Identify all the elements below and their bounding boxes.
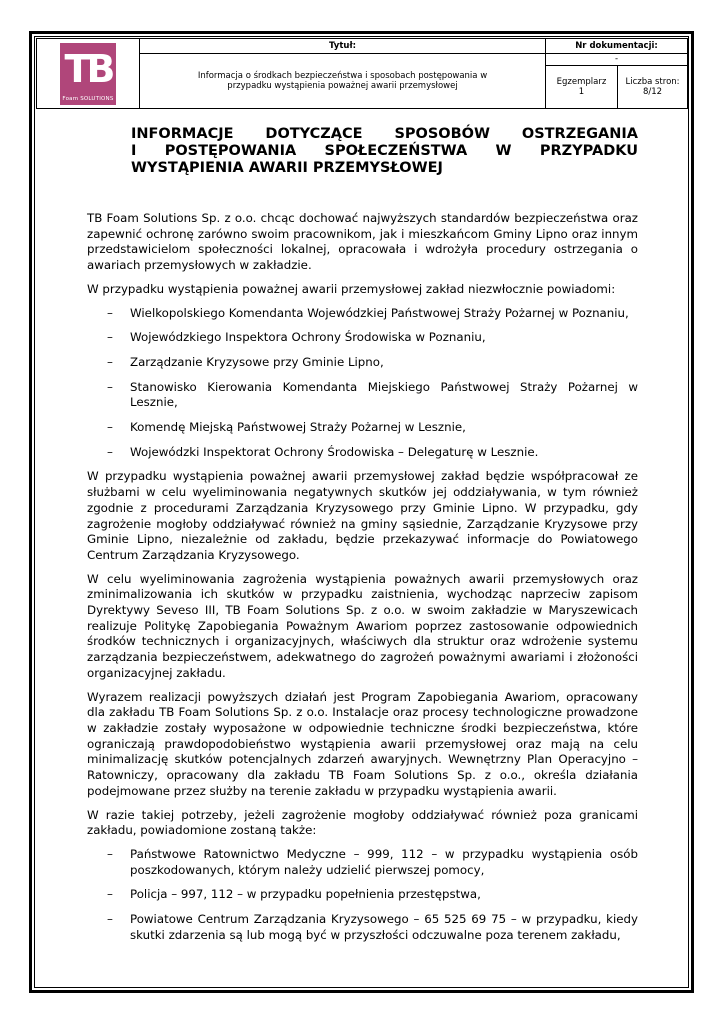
copy-label: Egzemplarz: [556, 76, 607, 87]
pages-cell: [618, 66, 688, 109]
list-item: – Zarządzanie Kryzysowe przy Gminie Lipno,: [87, 355, 638, 371]
paragraph-cooperation: W przypadku wystąpienia poważnej awarii przemysłowej zakład będzie współpracował ze służbami w celu wyeliminowania negatywnych skutków jej oddziaływania, w tym również zgodnie z procedurami Zarządzania Kryzysowego przy Gminie Lipno. W przypadku, gdy zagrożenie mogłoby oddziaływać również na gminy sąsiednie, Zarządzanie Kryzysowe przy Gminie Lipno, niezależnie od zakładu, będzie przekazywać informacje do Powiatowego Centrum Zarządzania Kryzysowego.: [87, 469, 638, 562]
title-label: Tytuł:: [140, 39, 546, 54]
document-body: [87, 211, 638, 952]
heading-line: WYSTĄPIENIA AWARII PRZEMYSŁOWEJ: [131, 160, 443, 176]
services-list: [87, 847, 638, 944]
copy-cell: [546, 66, 618, 109]
list-item: – Wielkopolskiego Komendanta Wojewódzkiej Państwowej Straży Pożarnej w Poznaniu,: [87, 306, 638, 322]
paragraph-additional: W razie takiej potrzeby, jeżeli zagrożenie mogłoby oddziaływać również poza granicami zakładu, powiadomione zostaną także:: [87, 807, 638, 838]
list-item: – Państwowe Ratownictwo Medyczne – 999, 112 – w przypadku wystąpienia osób poszkodowanych, którym należy udzielić pierwszej pomocy,: [87, 847, 638, 878]
pages-value: 8/12: [642, 87, 663, 97]
list-item: – Stanowisko Kierowania Komendanta Miejskiego Państwowej Straży Pożarnej w Lesznie,: [87, 380, 638, 411]
authorities-list: [87, 306, 638, 461]
tb-foam-solutions-logo: [60, 43, 116, 105]
list-item: – Wojewódzki Inspektorat Ochrony Środowiska – Delegaturę w Lesznie.: [87, 445, 638, 461]
list-item: – Policja – 997, 112 – w przypadku popełnienia przestępstwa,: [87, 887, 638, 903]
logo-caption: Foam SOLUTIONS: [62, 95, 114, 102]
section-heading: [131, 126, 638, 177]
document-header: [36, 38, 688, 109]
paragraph-notify: W przypadku wystąpienia poważnej awarii przemysłowej zakład niezwłocznie powiadomi:: [87, 281, 616, 296]
paragraph-seveso: W celu wyeliminowania zagrożenia wystąpienia poważnych awarii przemysłowych oraz zminimalizowania ich skutków w przypadku zaistnienia, wychodząc naprzeciw zapisom Dyrektywy Seveso III, TB Foam Solutions Sp. z o.o. w swoim zakładzie w Maryszewicach realizuje Politykę Zapobiegania Poważnym Awariom poprzez zastosowanie odpowiednich środków technicznych i organizacyjnych, właściwych dla struktur oraz wdrożenie systemu zarządzania bezpieczeństwem, adekwatnego do zagrożeń poważnymi awariami i złożoności organizacyjnej zakładu.: [87, 571, 638, 680]
list-item: – Wojewódzkiego Inspektora Ochrony Środowiska w Poznaniu,: [87, 330, 638, 346]
paragraph-program: Wyrazem realizacji powyższych działań jest Program Zapobiegania Awariom, opracowany dla zakładu TB Foam Solutions Sp. z o.o. Instalacje oraz procesy technologiczne prowadzone w zakładzie zostały wyposażone w odpowiednie techniczne środki bezpieczeństwa, które ograniczają prawdopodobieństwo wystąpienia awarii przemysłowej oraz mają na celu minimalizację skutków potencjalnych zdarzeń awaryjnych. Wewnętrzny Plan Operacyjno – Ratowniczy, opracowany dla zakładu TB Foam Solutions Sp. z o.o., określa działania podejmowane przez służby na terenie zakładu w przypadku wystąpienia awarii.: [87, 689, 638, 798]
title-text: Informacja o środkach bezpieczeństwa i sposobach postępowania w przypadku wystąpienia poważnej awarii przemysłowej: [140, 54, 546, 109]
heading-line: I POSTĘPOWANIA SPOŁECZEŃSTWA W PRZYPADKU: [131, 143, 638, 159]
list-item: – Powiatowe Centrum Zarządzania Kryzysowego – 65 525 69 75 – w przypadku, kiedy skutki zdarzenia są lub mogą być w przyszłości odczuwalne poza terenem zakładu,: [87, 912, 638, 943]
pages-label: Liczba stron:: [625, 76, 680, 87]
copy-value: 1: [578, 87, 585, 97]
docnum-label: Nr dokumentacji:: [546, 39, 688, 54]
logo-letters: TB: [64, 46, 112, 91]
paragraph-intro: TB Foam Solutions Sp. z o.o. chcąc dochować najwyższych standardów bezpieczeństwa oraz zapewnić ochronę zarówno swoim pracownikom, jak i mieszkańcom Gminy Lipno oraz innym przedstawicielom społeczności lokalnej, opracowała i wdrożyła procedury ostrzegania o awariach przemysłowych w zakładzie.: [87, 211, 638, 273]
docnum-value: -: [546, 54, 688, 66]
list-item: – Komendę Miejską Państwowej Straży Pożarnej w Lesznie,: [87, 420, 638, 436]
logo-cell: [37, 39, 140, 109]
heading-line: INFORMACJE DOTYCZĄCE SPOSOBÓW OSTRZEGANIA: [131, 126, 638, 142]
